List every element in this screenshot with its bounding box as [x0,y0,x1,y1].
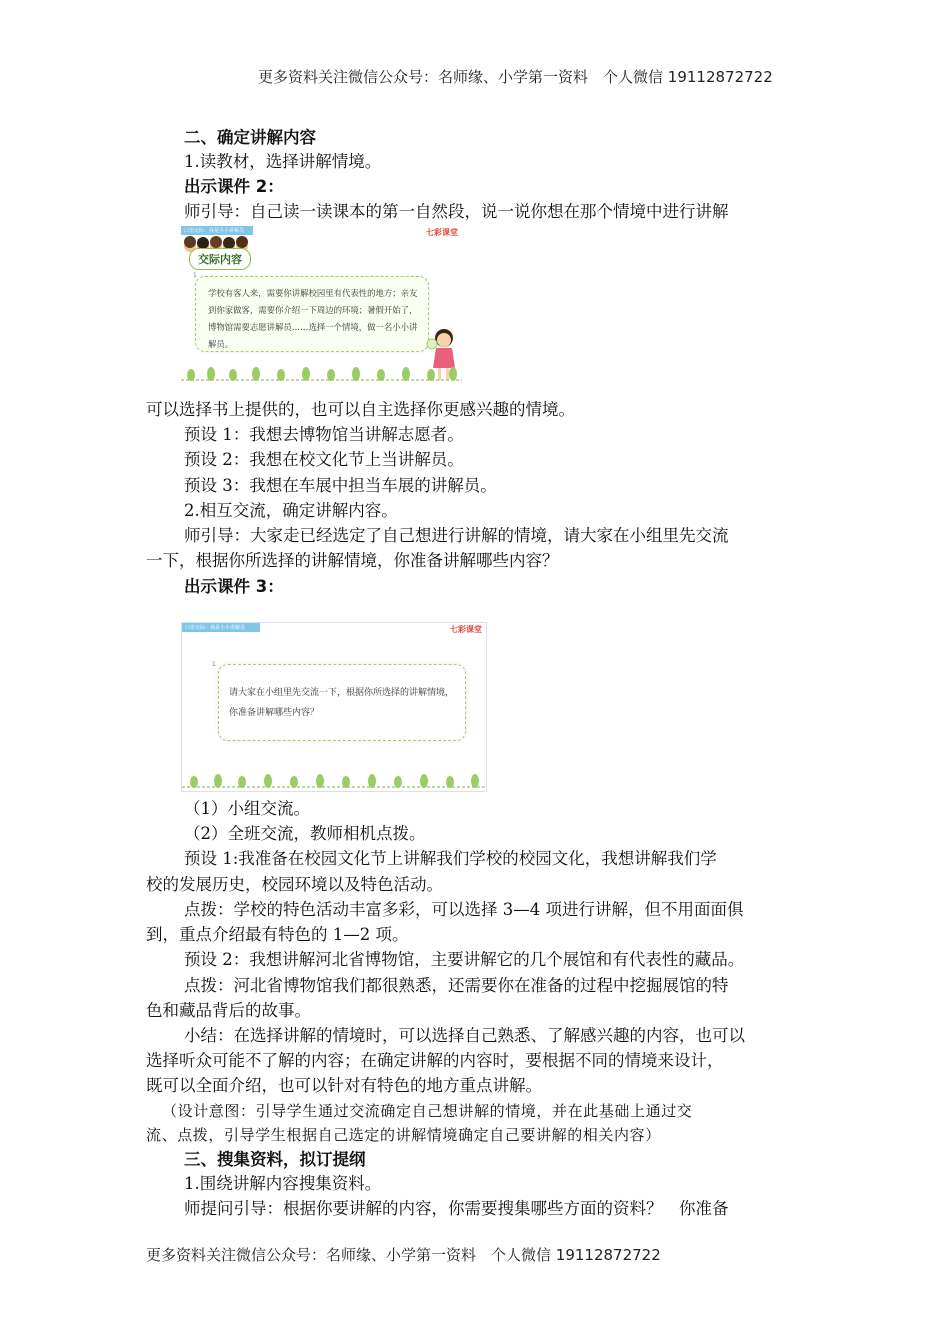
page-header: 更多资料关注微信公众号：名师缘、小学第一资料 个人微信 19112872722 [258,68,773,86]
slide-text-box [218,664,466,741]
slide-tag: 交际内容 [189,248,251,270]
paragraph: 预设 1:我准备在校园文化节上讲解我们学校的校园文化，我想讲解我们学 [184,849,717,868]
paragraph: 预设 2：我想讲解河北省博物馆，主要讲解它的几个展馆和有代表性的藏品。 [184,950,745,969]
design-note: 流、点拨，引导学生根据自己选定的讲解情境确定自己要讲解的相关内容） [146,1126,661,1144]
slide-logo: 七彩课堂 [450,625,482,634]
slide-image-2 [181,622,487,792]
paragraph: 到，重点介绍最有特色的 1—2 项。 [146,925,409,944]
paragraph: 2.相互交流，确定讲解内容。 [184,501,398,520]
slide-text: 请大家在小组里先交流一下，根据你所选择的讲解情境，你准备讲解哪些内容？ [229,688,455,718]
slide-title-bar: 口语交际：我是小小讲解员 [182,623,260,632]
paragraph: 点拨：河北省博物馆我们都很熟悉，还需要你在准备的过程中挖掘展馆的特 [184,976,729,995]
show-slide-label: 出示课件 3： [184,577,284,596]
design-note: （设计意图：引导学生通过交流确定自己想讲解的情境，并在此基础上通过交 [162,1102,693,1120]
paragraph: 校的发展历史，校园环境以及特色活动。 [146,875,443,894]
paragraph: 预设 2：我想在校文化节上当讲解员。 [184,450,464,469]
paragraph: （2）全班交流，教师相机点拨。 [184,824,426,843]
slide-text-box [195,276,429,352]
paragraph: 1.围绕讲解内容搜集资料。 [184,1174,382,1193]
paragraph: （1）小组交流。 [184,799,310,818]
section-heading-3: 三、搜集资料，拟订提纲 [184,1150,366,1169]
slide-image-1 [181,226,462,384]
paragraph: 一下，根据你所选择的讲解情境，你准备讲解哪些内容？ [146,551,559,570]
paragraph: 点拨：学校的特色活动丰富多彩，可以选择 3—4 项进行讲解，但不用面面俱 [184,900,744,919]
paragraph: 师提问引导：根据你要讲解的内容，你需要搜集哪些方面的资料？ 你准备 [184,1199,729,1218]
paragraph: 选择听众可能不了解的内容；在确定讲解的内容时，要根据不同的情境来设计， [146,1051,724,1070]
show-slide-label: 出示课件 2： [184,177,284,196]
paragraph: 小结：在选择讲解的情境时，可以选择自己熟悉、了解感兴趣的内容，也可以 [184,1026,745,1045]
section-heading-2: 二、确定讲解内容 [184,128,316,147]
page-footer: 更多资料关注微信公众号：名师缘、小学第一资料 个人微信 19112872722 [146,1246,661,1264]
paragraph: 1.读教材，选择讲解情境。 [184,152,382,171]
paragraph: 师引导：大家走已经选定了自己想进行讲解的情境，请大家在小组里先交流 [184,526,729,545]
leaf-border [181,364,462,384]
paragraph: 师引导：自己读一读课本的第一自然段，说一说你想在那个情境中进行讲解 [184,202,729,221]
paragraph: 预设 3：我想在车展中担当车展的讲解员。 [184,476,497,495]
paragraph: 色和藏品背后的故事。 [146,1001,311,1020]
slide-title-bar: 口语交际：我是小小讲解员 [181,226,253,235]
slide-number: 1 [212,661,216,668]
paragraph: 预设 1：我想去博物馆当讲解志愿者。 [184,425,464,444]
slide-number: 1 [193,272,197,279]
paragraph: 既可以全面介绍，也可以针对有特色的地方重点讲解。 [146,1076,542,1095]
paragraph: 可以选择书上提供的，也可以自主选择你更感兴趣的情境。 [146,400,575,419]
leaf-border [182,771,486,791]
slide-text: 学校有客人来，需要你讲解校园里有代表性的地方；亲友到你家做客，需要你介绍一下周边的环境；暑假开始了，博物馆需要志愿讲解员……选择一个情境，做一名小小讲解员。 [208,288,418,349]
slide-logo: 七彩课堂 [426,228,458,237]
